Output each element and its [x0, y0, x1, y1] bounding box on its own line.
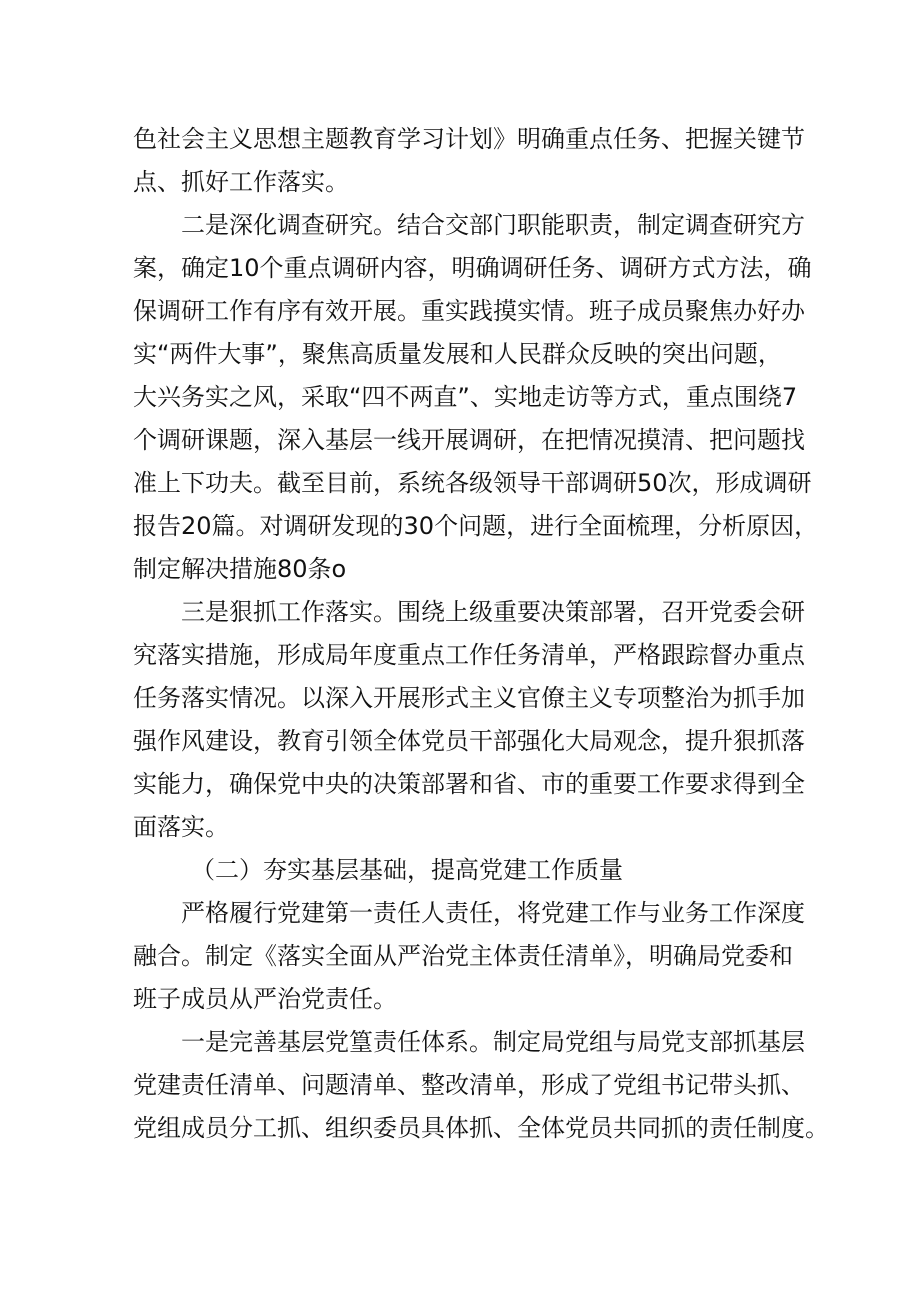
- text-line: 任务落实情况。以深入开展形式主义官僚主义专项整治为抓手加: [133, 684, 805, 712]
- text-line: 党组成员分工抓、组织委员具体抓、全体党员共同抓的责任制度。: [133, 1114, 829, 1142]
- text-line: 点、抓好工作落实。: [133, 168, 349, 196]
- document-page: [133, 118, 829, 1150]
- text-line: 融合。制定《落实全面从严治党主体责任清单》，明确局党委和: [133, 942, 793, 970]
- text-line: 实能力，确保党中央的决策部署和省、市的重要工作要求得到全: [133, 770, 805, 798]
- text-line: 严格履行党建第一责任人责任，将党建工作与业务工作深度: [181, 899, 805, 927]
- paragraph-deepen-research: [133, 204, 819, 591]
- paragraph-implementation: [133, 591, 805, 849]
- heading-line: （二）夯实基层基础，提高党建工作质量: [191, 856, 623, 884]
- text-line: 准上下功夫。截至目前，系统各级领导干部调研50次，形成调研: [133, 469, 812, 497]
- text-line: 保调研工作有序有效开展。重实践摸实情。班子成员聚焦办好办: [133, 297, 805, 325]
- text-line: 班子成员从严治党责任。: [133, 985, 397, 1013]
- text-line: 案，确定10个重点调研内容，明确调研任务、调研方式方法，确: [133, 254, 812, 282]
- text-line: 一是完善基层党篁责任体系。制定局党组与局党支部抓基层: [181, 1028, 805, 1056]
- text-line: 面落实。: [133, 813, 229, 841]
- text-line: 大兴务实之风，采取“四不两直”、实地走访等方式，重点围绕7: [133, 383, 798, 411]
- section-heading: [133, 849, 793, 892]
- text-line: 三是狠抓工作落实。围绕上级重要决策部署，召开党委会研: [181, 598, 805, 626]
- paragraph-party-building-responsibility: [133, 892, 805, 1021]
- text-line: 实“两件大事”，聚焦高质量发展和人民群众反映的突出问题，: [133, 340, 782, 368]
- text-line: 色社会主义思想主题教育学习计划》明确重点任务、把握关键节: [133, 125, 805, 153]
- text-line: 党建责任清单、问题清单、整改清单，形成了党组书记带头抓、: [133, 1071, 805, 1099]
- text-line: 二是深化调查研究。结合交部门职能职责，制定调查研究方: [181, 211, 805, 239]
- text-line: 报告20篇。对调研发现的30个问题，进行全面梳理，分析原因，: [133, 512, 819, 540]
- paragraph-continuation: [133, 118, 805, 204]
- text-line: 制定解决措施80条o: [133, 555, 347, 583]
- text-line: 个调研课题，深入基层一线开展调研，在把情况摸清、把问题找: [133, 426, 805, 454]
- paragraph-responsibility-system: [133, 1021, 829, 1150]
- text-line: 究落实措施，形成局年度重点工作任务清单，严格跟踪督办重点: [133, 641, 805, 669]
- text-line: 强作风建设，教育引领全体党员干部强化大局观念，提升狠抓落: [133, 727, 805, 755]
